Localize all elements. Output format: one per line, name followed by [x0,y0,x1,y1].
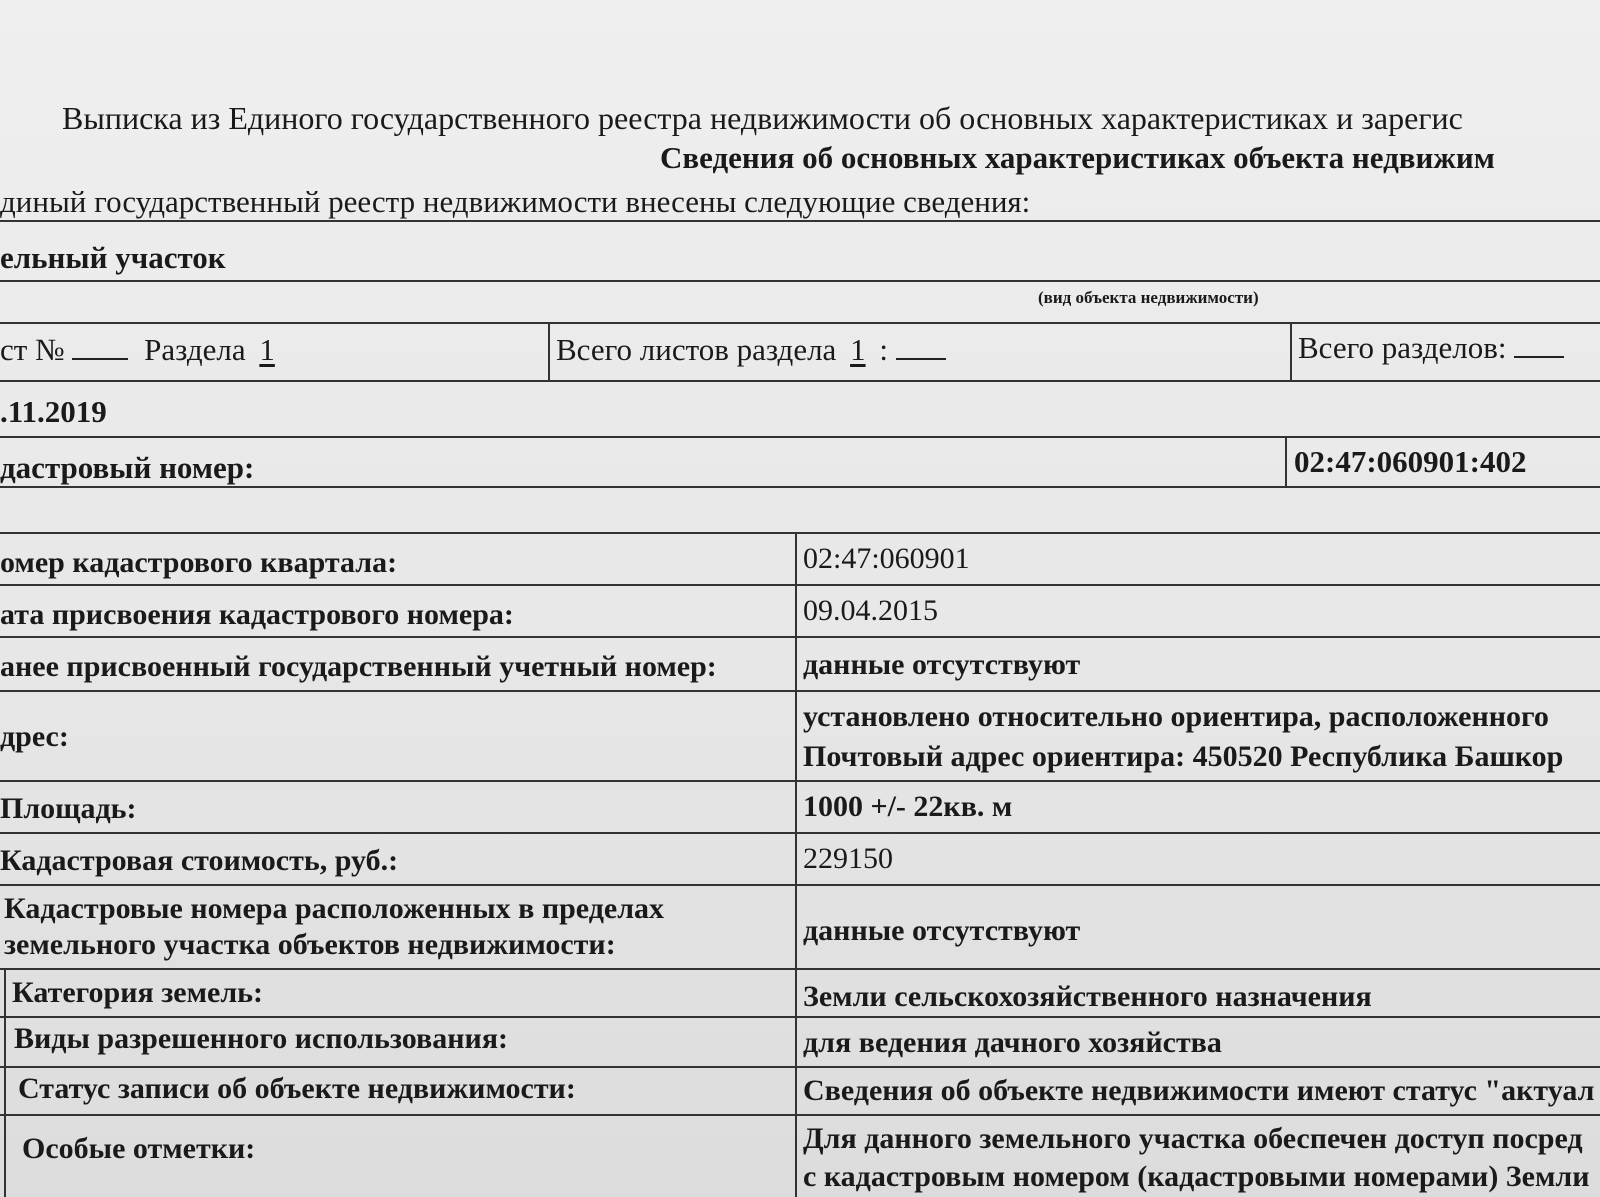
total-sections-blank [1514,330,1564,358]
table-row-value: Для данного земельного участка обеспечен доступ посред [803,1122,1583,1155]
statement-date: .11.2019 [0,394,107,429]
rule [0,380,1600,382]
row-rule [0,884,1600,886]
table-row-label: омер кадастрового квартала: [0,546,398,579]
table-row-label: ата присвоения кадастрового номера: [0,598,514,631]
table-row-value: данные отсутствуют [803,648,1081,681]
table-row-label-line2: земельного участка объектов недвижимости: [4,928,616,961]
rule [0,220,1600,222]
object-type-caption: (вид объекта недвижимости) [1038,288,1259,307]
table-row-value: 02:47:060901 [803,542,970,575]
table-row-value: 1000 +/- 22кв. м [803,790,1013,823]
cadastral-number-value: 02:47:060901:402 [1294,444,1527,479]
rule [0,280,1600,282]
table-row-label: Площадь: [0,792,137,825]
table-row-label: Категория земель: [12,976,264,1009]
sheet-number-field [0,332,281,368]
table-row-value: для ведения дачного хозяйства [803,1026,1222,1059]
table-row-label: Особые отметки: [22,1132,256,1165]
table-row-value: 09.04.2015 [803,594,938,627]
object-type: ельный участок [0,240,226,275]
section-label: Раздела [144,332,246,367]
table-row-value: установлено относительно ориентира, расположенного [803,700,1549,733]
total-sections-label: Всего разделов: [1298,330,1507,365]
rule [0,486,1600,488]
table-top-border [0,532,1600,534]
total-sheets-field [556,332,946,368]
row-rule [0,1016,1600,1018]
section-value: 1 [259,332,275,367]
document-subtitle: Сведения об основных характеристиках объекта недвижим [660,140,1495,175]
table-left-border [4,968,6,1197]
divider [1290,322,1292,380]
table-row-value-line2: с кадастровым номером (кадастровыми номерами) Земли [803,1160,1590,1193]
table-row-value: 229150 [803,842,893,875]
table-row-label: анее присвоенный государственный учетный номер: [0,650,717,683]
cadastral-number-label: дастровый номер: [0,450,255,485]
table-column-divider [795,532,797,1197]
row-rule [0,690,1600,692]
row-rule [0,968,1600,970]
sheet-number-label: ст № [0,332,65,367]
table-row-value: Сведения об объекте недвижимости имеют статус "актуал [803,1074,1595,1107]
table-row-value: данные отсутствуют [803,914,1081,947]
sheet-number-blank [72,332,128,360]
table-row-label: дрес: [0,720,69,753]
document-title: Выписка из Единого государственного реестра недвижимости об основных характеристиках и зарегис [62,100,1463,136]
intro-text: диный государственный реестр недвижимости внесены следующие сведения: [0,184,1031,219]
rule [0,322,1600,324]
total-sections-field [1298,330,1564,366]
row-rule [0,780,1600,782]
divider [548,322,550,380]
row-rule [0,1114,1600,1116]
table-row-value: Земли сельскохозяйственного назначения [803,980,1372,1013]
table-row-value-line2: Почтовый адрес ориентира: 450520 Республика Башкор [803,740,1564,773]
divider [1285,436,1287,486]
row-rule [0,584,1600,586]
total-sheets-blank [896,332,946,360]
total-sheets-section: 1 [850,332,866,367]
table-row-label: Кадастровая стоимость, руб.: [0,844,399,877]
row-rule [0,832,1600,834]
total-sheets-colon: : [879,332,888,367]
table-row-label: Статус записи об объекте недвижимости: [18,1072,576,1105]
rule [0,436,1600,438]
table-row-label: Кадастровые номера расположенных в пределах [4,892,665,925]
table-row-label: Виды разрешенного использования: [14,1022,509,1055]
row-rule [0,1066,1600,1068]
row-rule [0,636,1600,638]
total-sheets-label: Всего листов раздела [556,332,837,367]
